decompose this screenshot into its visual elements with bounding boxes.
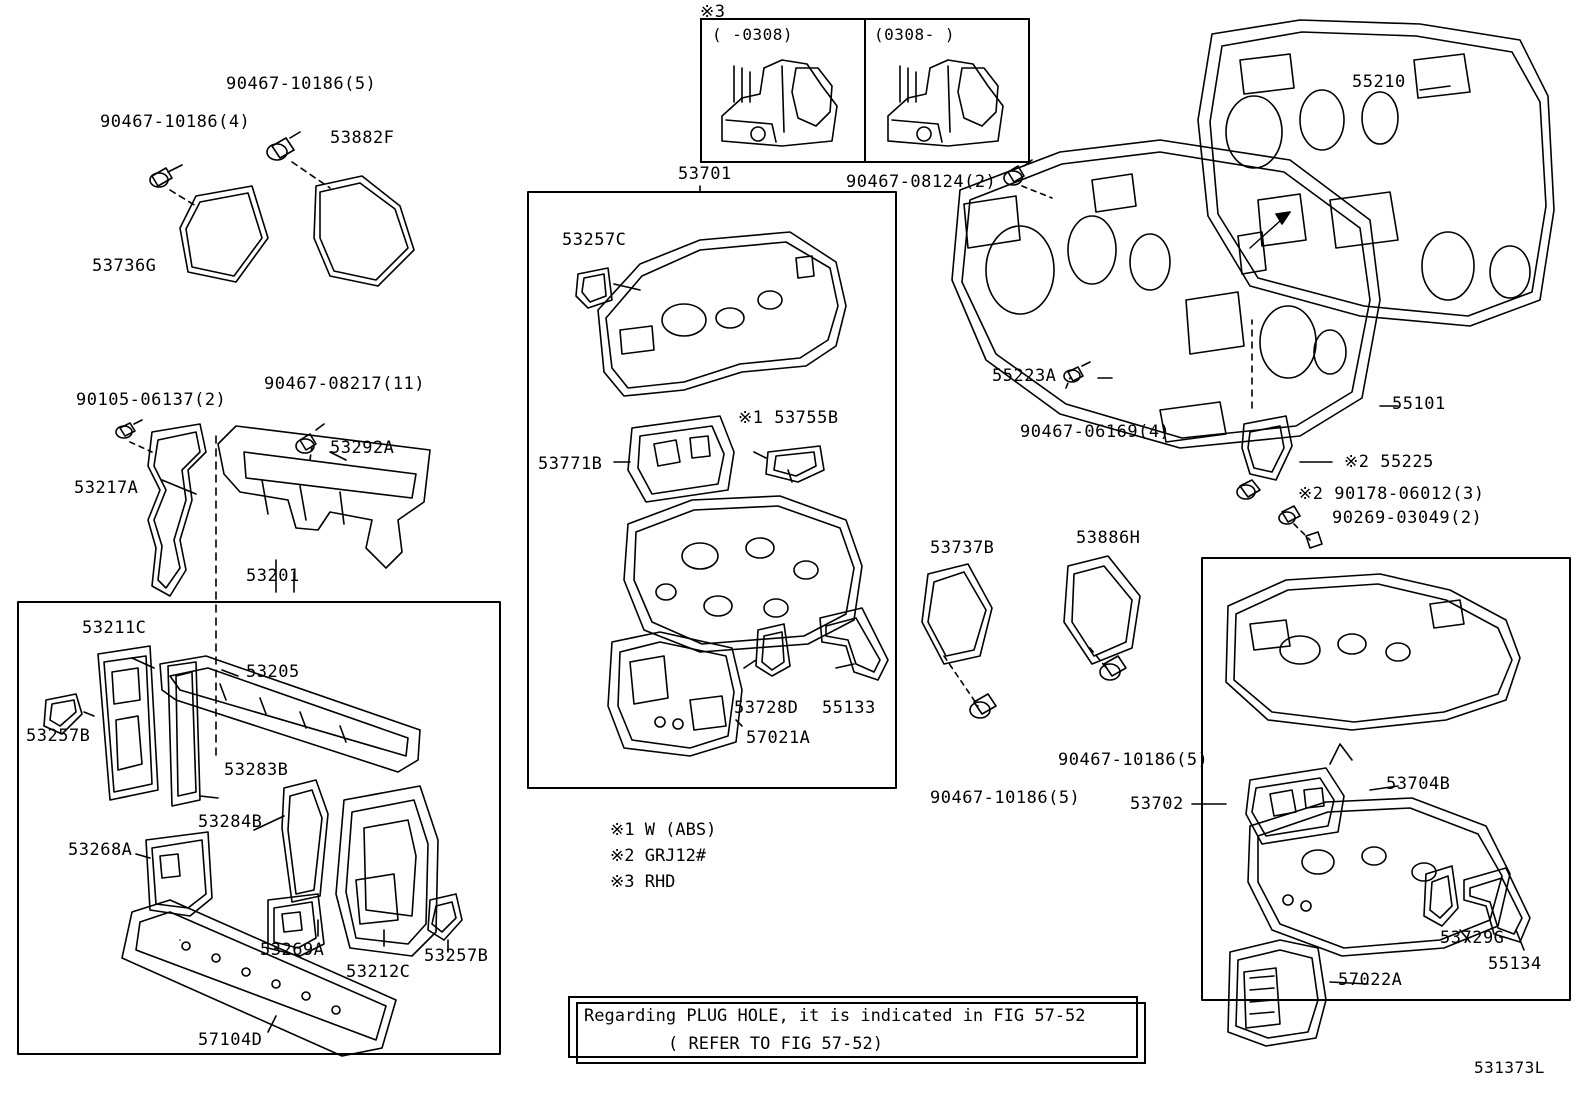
label-53771B: 53771B xyxy=(538,454,603,474)
label-53284B: 53284B xyxy=(198,812,263,832)
label-90467-08124-2: 90467-08124(2) xyxy=(846,172,997,192)
label-53702: 53702 xyxy=(1130,794,1184,814)
label-90178-06012-3: ※2 90178-06012(3) xyxy=(1298,484,1485,504)
label-53268A: 53268A xyxy=(68,840,133,860)
label-53882F: 53882F xyxy=(330,128,395,148)
label-90467-08217-11: 90467-08217(11) xyxy=(264,374,426,394)
label-57104D: 57104D xyxy=(198,1030,263,1050)
label-53205: 53205 xyxy=(246,662,300,682)
label-53201: 53201 xyxy=(246,566,300,586)
label-55134: 55134 xyxy=(1488,954,1542,974)
inset-right-label: (0308- ) xyxy=(874,25,956,44)
label-55101: 55101 xyxy=(1392,394,1446,414)
label-53886H: 53886H xyxy=(1076,528,1141,548)
label-53729G: 53729G xyxy=(1440,928,1505,948)
inset-marker-label: ※3 xyxy=(700,2,726,22)
label-55225: ※2 55225 xyxy=(1344,452,1434,472)
label-90467-10186-4: 90467-10186(4) xyxy=(100,112,251,132)
label-55223A: 55223A xyxy=(992,366,1057,386)
label-53217A: 53217A xyxy=(74,478,139,498)
label-53736G: 53736G xyxy=(92,256,157,276)
label-53211C: 53211C xyxy=(82,618,147,638)
label-53704B: 53704B xyxy=(1386,774,1451,794)
inset-left-label: ( -0308) xyxy=(712,25,794,44)
label-90269-03049-2: 90269-03049(2) xyxy=(1332,508,1483,528)
label-53257B-left: 53257B xyxy=(26,726,91,746)
label-90467-10186-5a: 90467-10186(5) xyxy=(226,74,377,94)
label-90105-06137-2: 90105-06137(2) xyxy=(76,390,227,410)
label-53269A: 53269A xyxy=(260,940,325,960)
label-53728D: 53728D xyxy=(734,698,799,718)
label-57022A: 57022A xyxy=(1338,970,1403,990)
label-53257C: 53257C xyxy=(562,230,627,250)
figure-code: 531373L xyxy=(1474,1058,1545,1077)
footnote-3: ※3 RHD xyxy=(610,872,676,892)
plug-hole-note-line1: Regarding PLUG HOLE, it is indicated in FIG 57-52 xyxy=(584,1006,1086,1026)
label-53701: 53701 xyxy=(678,164,732,184)
label-53212C: 53212C xyxy=(346,962,411,982)
label-57021A: 57021A xyxy=(746,728,811,748)
label-53292A: 53292A xyxy=(330,438,395,458)
label-53755B: ※1 53755B xyxy=(738,408,839,428)
plug-hole-note-line2: ( REFER TO FIG 57-52) xyxy=(668,1034,883,1054)
label-90467-10186-5c: 90467-10186(5) xyxy=(930,788,1081,808)
label-90467-06169-4: 90467-06169(4) xyxy=(1020,422,1171,442)
label-55133: 55133 xyxy=(822,698,876,718)
label-53737B: 53737B xyxy=(930,538,995,558)
label-53257B-right: 53257B xyxy=(424,946,489,966)
label-55210: 55210 xyxy=(1352,72,1406,92)
label-53283B: 53283B xyxy=(224,760,289,780)
footnote-2: ※2 GRJ12# xyxy=(610,846,707,866)
footnote-1: ※1 W (ABS) xyxy=(610,820,717,840)
label-90467-10186-5b: 90467-10186(5) xyxy=(1058,750,1209,770)
